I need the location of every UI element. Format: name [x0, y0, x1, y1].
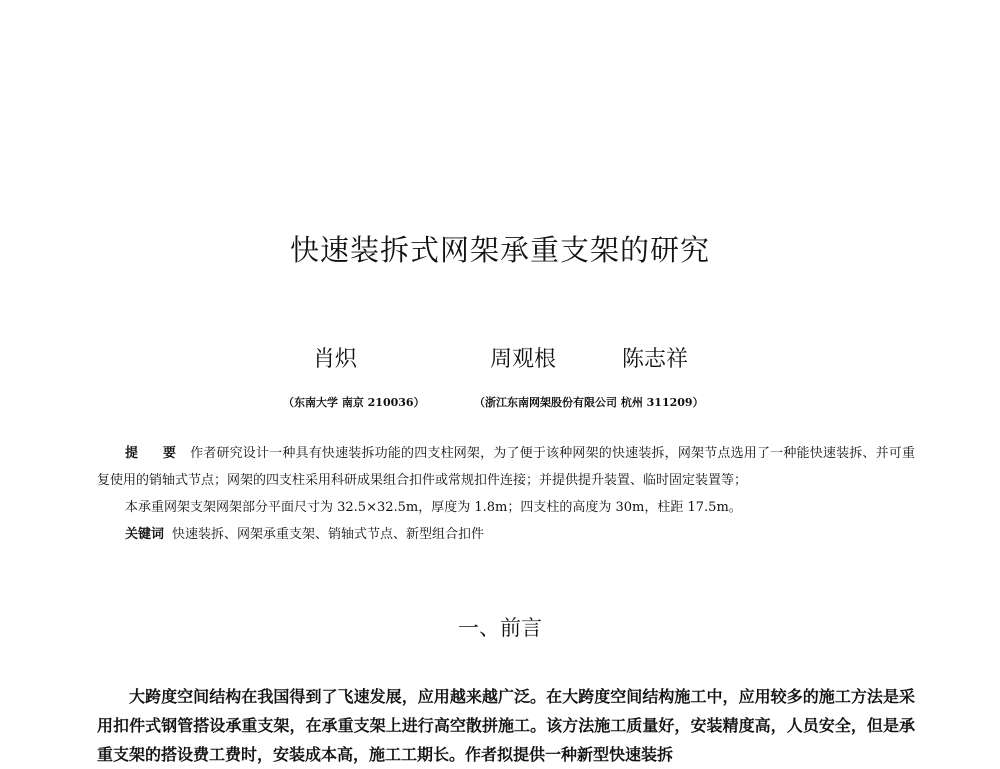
abstract-label: 提 要: [125, 446, 187, 461]
author-2: 周观根: [490, 347, 557, 372]
affiliation-1: （东南大学 南京 210036）: [283, 396, 425, 409]
body-paragraph: 大跨度空间结构在我国得到了飞速发展，应用越来越广泛。在大跨度空间结构施工中，应用较多的施工方法是采用扣件式钢管搭设承重支架，在承重支架上进行高空散拼施工。该方法施工质量好，安装精度高，人员安全，但是承重支架的搭设费工费时，安装成本高，施工工期长。作者拟提供一种新型快速装拆: [97, 687, 915, 764]
abstract-paragraph-2: 本承重网架支架网架部分平面尺寸为 32.5×32.5m，厚度为 1.8m；四支柱的高度为 30m，柱距 17.5m。: [125, 500, 742, 515]
author-1: 肖炽: [313, 347, 358, 372]
section-heading: 一、前言: [458, 616, 542, 640]
keywords-text: 快速装拆、网架承重支架、销轴式节点、新型组合扣件: [172, 527, 485, 542]
affiliation-2: （浙江东南网架股份有限公司 杭州 311209）: [474, 396, 704, 409]
abstract-block: [97, 440, 915, 548]
paper-title: 快速装拆式网架承重支架的研究: [289, 233, 710, 267]
keywords-line: [97, 521, 915, 548]
abstract-text: 作者研究设计一种具有快速装拆功能的四支柱网架，为了便于该种网架的快速装拆，网架节点选用了一种能快速装拆、并可重复使用的销轴式节点；网架的四支柱采用科研成果组合扣件或常规扣件连接；并提供提升装置、临时固定装置等；: [97, 446, 915, 488]
body-text: [97, 682, 915, 769]
keywords-label: 关键词: [125, 527, 165, 542]
abstract-paragraph: [97, 440, 915, 494]
author-3: 陈志祥: [622, 347, 689, 372]
